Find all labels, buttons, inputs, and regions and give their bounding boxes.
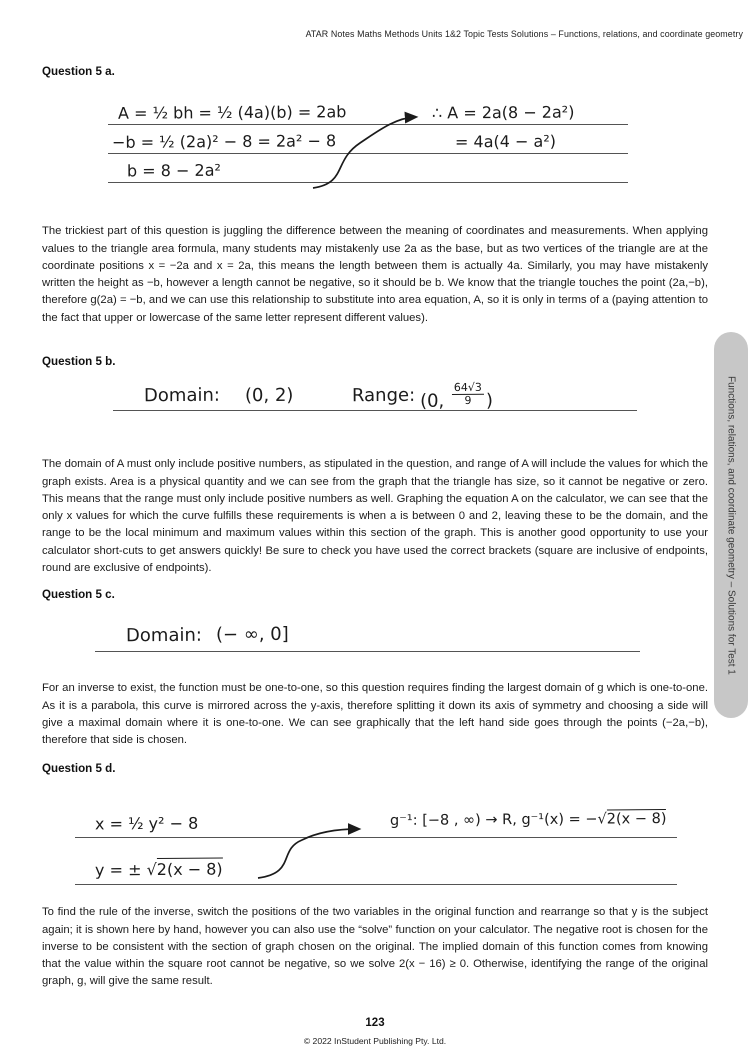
handwritten-5c-domain-value: (− ∞, 0] [215, 623, 289, 646]
curved-arrow-icon [305, 105, 430, 195]
ruled-line [113, 410, 637, 411]
inverse-rule-radicand: 2(x − 8) [606, 811, 667, 828]
copyright-text: © 2022 InStudent Publishing Pty. Ltd. [303, 1036, 447, 1046]
explanation-5c: For an inverse to exist, the function must be one-to-one, so this question requires finding the largest domain of g which is one-to-one. As it is a parabola, this curve is mirrored across the y-axis, therefore splitting it down its axis of symmetry and choosing a side will give a maximal domain where it is one-to-one. We can see graphically that the left hand side goes through the points (−2a,−b), therefore that side is chosen. [42, 682, 708, 747]
range-close: ) [485, 390, 494, 412]
handwritten-5b-domain-value: (0, 2) [244, 384, 294, 407]
handwritten-5a-line3: b = 8 − 2a² [126, 160, 221, 181]
handwritten-5a-result2: = 4a(4 − a²) [454, 131, 557, 152]
question-5d-heading: Question 5 d. [42, 762, 116, 775]
handwritten-5a-result1: ∴ A = 2a(8 − 2a²) [431, 102, 575, 123]
ruled-line [75, 884, 677, 885]
chapter-side-tab [714, 332, 748, 718]
handwritten-5b-domain-label: Domain: [143, 384, 220, 407]
chapter-side-tab-label: Functions, relations, and coordinate geometry – Solutions for Test 1 [725, 375, 737, 675]
ruled-line [95, 651, 640, 652]
handwritten-5d-result [390, 811, 667, 829]
handwritten-5a-line1: A = ½ bh = ½ (4a)(b) = 2ab [117, 102, 347, 123]
handwritten-5c-domain-label: Domain: [125, 624, 202, 647]
handwritten-5d-line2 [95, 860, 223, 880]
explanation-5d: To find the rule of the inverse, switch the positions of the two variables in the original function and rearrange so that y is the subject again; it is shown here by hand, however you can also use the “solve” function on your calculator. The negative root is chosen for the inverse to be consistent with the section of graph chosen on the original. The implied domain of this function comes from knowing that the value within the square root cannot be negative, so we solve 2(x − 16) ≥ 0. Otherwise, identifying the range of the original graph, g, will give the same result. [42, 906, 708, 988]
curved-arrow-icon [250, 820, 370, 885]
explanation-5a: The trickiest part of this question is juggling the difference between the meaning of coordinates and measurements. When applying values to the triangle area formula, many students may mistakenly use 2a as the base, but as two vertices of the triangle are at the coordinate positions x = −2a and x = 2a, this means the length between them is actually 4a. Similarly, you may have mistakenly written the height as −b, however a length cannot be negative, so it should be b. We know that the triangle touches the point (2a,−b), therefore g(2a) = −b, and we can use this relationship to substitute into area equation, A, so it is only in terms of a (paying attention to the fact that upper or lowercase of the same letter represent different values). [42, 225, 708, 324]
explanation-5b: The domain of A must only include positive numbers, as stipulated in the question, and range of A will include the values for which the graph exists. Area is a physical quantity and we can see from the graph that the triangle has size, so it cannot be negative or zero. This means that the range must only include positive numbers as well. Graphing the equation A on the calculator, we can see that the only x values for which the curve fulfills these requirements is when a is between 0 and 2, leaving these to be the domain, and the range to be the local minimum and maximum values within this section of the graph. This is another good opportunity to use your calculator short-cuts to get answers quickly! Be sure to check you have used the correct brackets (square are inclusive of endpoints, round are exclusive of endpoints). [42, 458, 708, 574]
ruled-line [75, 837, 677, 838]
fraction-numerator: 64√3 [452, 382, 484, 395]
running-header: ATAR Notes Maths Methods Units 1&2 Topic Tests Solutions – Functions, relations, and coordinate geometry [305, 29, 743, 39]
question-5a-heading: Question 5 a. [42, 65, 115, 78]
handwritten-5b-range-value [420, 382, 493, 412]
handwritten-5b-range-label: Range: [351, 384, 416, 407]
line2-prefix: y = ± √ [94, 860, 157, 880]
question-5c-heading: Question 5 c. [42, 588, 115, 601]
inverse-rule-prefix: g⁻¹: [−8 , ∞) → R, g⁻¹(x) = −√ [389, 811, 607, 829]
range-open: (0, [419, 390, 451, 412]
page-number: 123 [365, 1017, 385, 1029]
line2-radicand: 2(x − 8) [156, 859, 223, 880]
handwritten-5d-line1: x = ½ y² − 8 [94, 813, 199, 834]
question-5b-heading: Question 5 b. [42, 355, 116, 368]
handwritten-5a-line2: −b = ½ (2a)² − 8 = 2a² − 8 [111, 131, 337, 152]
fraction-denominator: 9 [464, 393, 472, 407]
range-fraction [452, 382, 484, 406]
